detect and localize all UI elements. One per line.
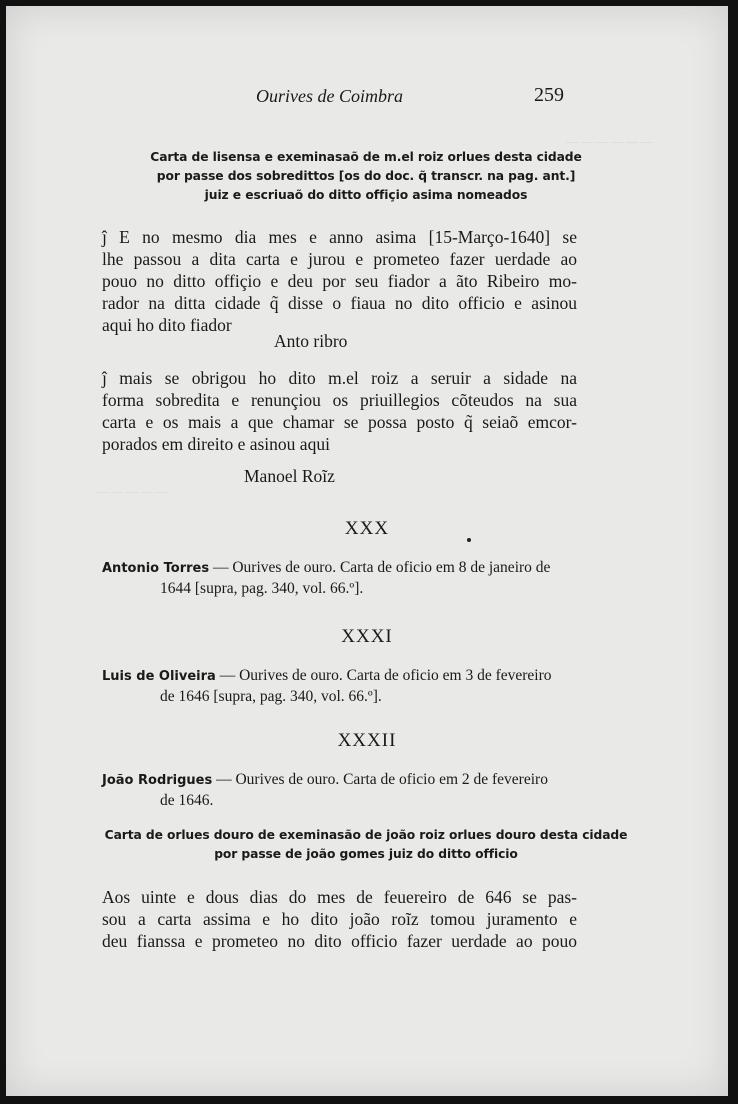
- document-caption: [96, 826, 636, 864]
- entry-text: Ourives de ouro. Carta de oficio em 8 de janeiro de: [232, 559, 551, 576]
- text-line: Aos uinte e dous dias do mes de feuereiro de 646 se pas-: [102, 887, 577, 907]
- entry-antonio-torres: [102, 558, 577, 599]
- text-line: sou a carta assima e ho dito joão roĩz tomou juramento e: [102, 909, 577, 929]
- entry-text: Ourives de ouro. Carta de oficio em 2 de fevereiro: [235, 771, 548, 788]
- document-page: [6, 6, 728, 1096]
- signature-manoel-roiz: Manoel Roĩz: [244, 466, 335, 486]
- text-line: aqui ho dito fiador: [102, 315, 232, 335]
- text-line: ĵ E no mesmo dia mes e anno asima [15-Março-1640] se: [102, 227, 577, 247]
- caption-line: por passe de joão gomes juiz do ditto officio: [214, 847, 518, 861]
- caption-line: Carta de lisensa e exeminasaõ de m.el roiz orlues desta cidade: [150, 150, 582, 164]
- bleed-through-text: — — — — — —: [566, 134, 653, 148]
- entry-name: Luis de Oliveira: [102, 669, 216, 684]
- section-numeral: XXXI: [341, 626, 393, 647]
- text-line: pouo no ditto offiçio e deu por seu fiador a ãto Ribeiro mo-: [102, 271, 577, 291]
- entry-dash: —: [209, 559, 233, 576]
- text-line: carta e os mais a que chamar se possa posto q̃ seiaõ emcor-: [102, 412, 577, 432]
- text-line: forma sobredita e renunçiou os priuillegios cõteudos na sua: [102, 390, 577, 410]
- text-line: lhe passou a dita carta e jurou e prometeo fazer uerdade ao: [102, 249, 577, 269]
- text-line: rador na ditta cidade q̃ disse o fiaua no dito officio e asinou: [102, 293, 577, 313]
- signature-ribeiro: Anto ribro: [274, 331, 348, 351]
- running-title: Ourives de Coimbra: [256, 86, 403, 106]
- page-number: 259: [534, 84, 564, 106]
- caption-line: juiz e escriuaõ do ditto offiçio asima nomeados: [204, 188, 528, 202]
- entry-text: 1644 [supra, pag. 340, vol. 66.º].: [160, 580, 364, 597]
- caption-line: Carta de orlues douro de exeminasão de joão roiz orlues douro desta cidade: [104, 828, 628, 842]
- text-line: porados em direito e asinou aqui: [102, 434, 330, 454]
- entry-text: Ourives de ouro. Carta de oficio em 3 de fevereiro: [239, 667, 552, 684]
- transcription-paragraph: [102, 886, 577, 952]
- transcription-paragraph: [102, 367, 577, 455]
- entry-luis-de-oliveira: [102, 666, 577, 707]
- text-line: deu fianssa e prometeo no dito officio fazer uerdade ao pouo: [102, 931, 577, 951]
- document-caption: [96, 148, 636, 205]
- section-numeral: XXX: [344, 518, 390, 539]
- transcription-paragraph: [102, 226, 577, 336]
- entry-text: de 1646 [supra, pag. 340, vol. 66.º].: [160, 688, 382, 705]
- entry-dash: —: [215, 667, 240, 684]
- entry-name: Antonio Torres: [102, 561, 210, 576]
- entry-dash: —: [212, 771, 236, 788]
- section-numeral: XXXII: [337, 730, 397, 751]
- caption-line: por passe dos sobredittos [os do doc. q̃ transcr. na pag. ant.]: [156, 169, 576, 183]
- ink-speck: [467, 538, 471, 542]
- page-header: [6, 86, 728, 112]
- entry-joao-rodrigues: [102, 770, 577, 811]
- entry-name: João Rodrigues: [102, 773, 213, 788]
- text-line: ĵ mais se obrigou ho dito m.el roiz a seruir a sidade na: [102, 368, 577, 388]
- bleed-through-text: — — — — —: [96, 484, 168, 498]
- entry-text: de 1646.: [160, 792, 214, 809]
